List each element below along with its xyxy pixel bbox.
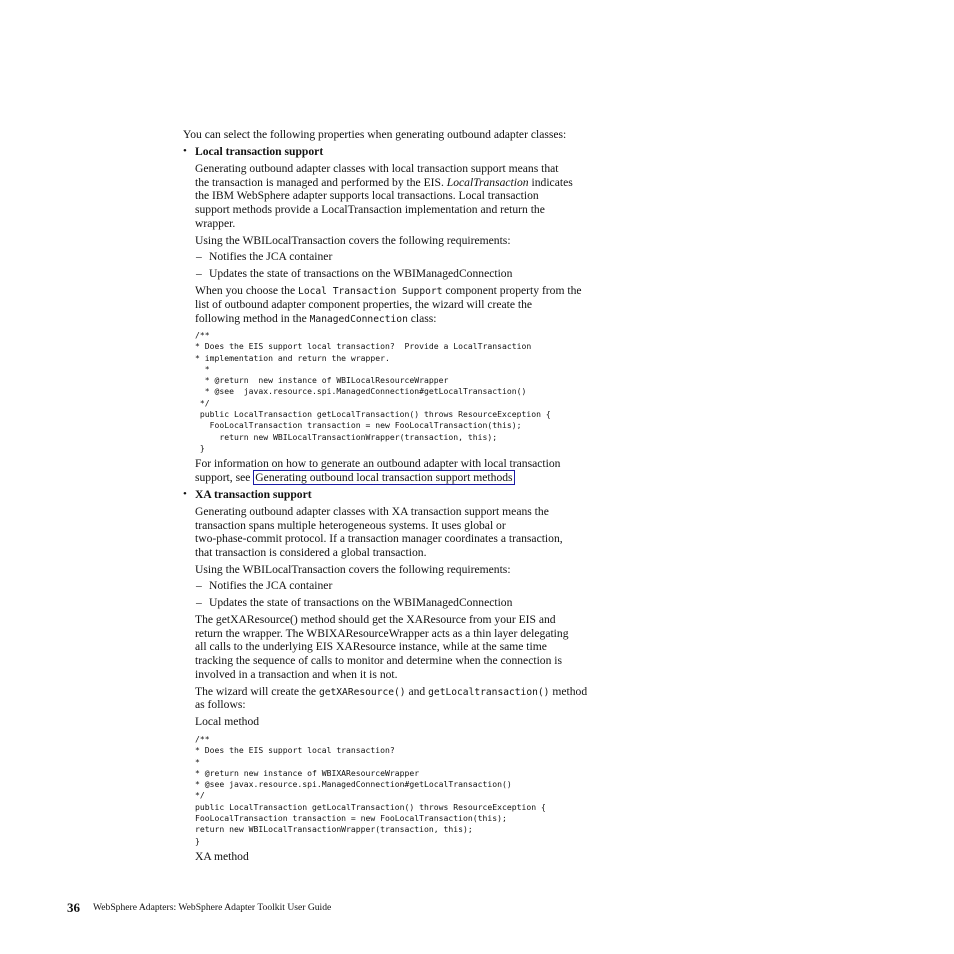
dash-marker: – (196, 267, 202, 280)
xa-method-label: XA method (195, 850, 249, 863)
xa-heading: XA transaction support (195, 488, 312, 501)
xa-para-line: transaction spans multiple heterogeneous systems. It uses global or (195, 519, 506, 532)
info-text: support, see (195, 471, 251, 484)
local-heading: Local transaction support (195, 145, 324, 158)
xa-para-line: Generating outbound adapter classes with XA transaction support means the (195, 505, 549, 518)
choose-text: component property from the (445, 284, 582, 297)
local-method-label: Local method (195, 715, 260, 728)
info-line-1: For information on how to generate an outbound adapter with local transaction (195, 457, 561, 470)
xa-para2-line: involved in a transaction and when it is not. (195, 668, 398, 681)
class-name-code: ManagedConnection (309, 314, 408, 325)
intro-text: You can select the following properties when generating outbound adapter classes: (183, 128, 567, 141)
local-code-block: /** * Does the EIS support local transaction? Provide a LocalTransaction * implementation and return the wrapper. * * @return new instance of WBILocalResourceWrapper * @see javax.resource.spi.ManagedConnection#getLocalTransaction() */ public LocalTransaction getLocalTransaction() throws ResourceException { FooLocalTransaction transaction = new FooLocalTransaction(this); return new WBILocalTransactionWrapper(transaction, this); } (195, 330, 551, 453)
choose-line-2: list of outbound adapter component properties, the wizard will create the (195, 298, 533, 311)
wizard-text: and (408, 685, 426, 698)
footer-title: WebSphere Adapters: WebSphere Adapter Toolkit User Guide (93, 902, 332, 913)
property-name-code: Local Transaction Support (298, 286, 443, 297)
xa-para2-line: all calls to the underlying EIS XAResource instance, while at the same time (195, 640, 547, 653)
method-name-code: getXAResource() (318, 687, 406, 698)
local-transaction-term: LocalTransaction (446, 176, 529, 189)
wizard-line-2: as follows: (195, 698, 246, 711)
dash-marker: – (196, 250, 202, 263)
xa-para-line: that transaction is considered a global transaction. (195, 546, 427, 559)
choose-text: following method in the (195, 312, 307, 325)
xa-using-text: Using the WBILocalTransaction covers the following requirements: (195, 563, 511, 576)
xa-para-line: two-phase-commit protocol. If a transaction manager coordinates a transaction, (195, 532, 563, 545)
xa-requirement-2: Updates the state of transactions on the WBIManagedConnection (209, 596, 513, 609)
info-line-2 (195, 471, 515, 485)
wizard-text: method (552, 685, 588, 698)
xa-para2-line: tracking the sequence of calls to monitor and determine when the connection is (195, 654, 563, 667)
page-number: 36 (67, 900, 80, 915)
bullet-xa: • (183, 488, 187, 500)
bullet-local: • (183, 145, 187, 157)
local-using-text: Using the WBILocalTransaction covers the following requirements: (195, 234, 511, 247)
xa-para2-line: The getXAResource() method should get the XAResource from your EIS and (195, 613, 556, 626)
xa-requirement-1: Notifies the JCA container (209, 579, 333, 592)
local-para-line: wrapper. (195, 217, 236, 230)
xa-para2-line: return the wrapper. The WBIXAResourceWrapper acts as a thin layer delegating (195, 627, 569, 640)
generating-outbound-local-transaction-link[interactable]: Generating outbound local transaction support methods (255, 471, 513, 484)
local-para-line: Generating outbound adapter classes with local transaction support means that (195, 162, 559, 175)
choose-line-1 (195, 284, 582, 299)
wizard-line-1 (195, 685, 587, 700)
local-para-line: the IBM WebSphere adapter supports local transactions. Local transaction (195, 189, 539, 202)
local-requirement-1: Notifies the JCA container (209, 250, 333, 263)
local-para-line (195, 176, 573, 190)
local-para-text: indicates (531, 176, 573, 189)
local-para-text: the transaction is managed and performed by the EIS. (195, 176, 444, 189)
local-para-line: support methods provide a LocalTransaction implementation and return the (195, 203, 545, 216)
choose-line-3 (195, 312, 437, 327)
dash-marker: – (196, 596, 202, 609)
choose-text: When you choose the (195, 284, 296, 297)
method-name-code: getLocaltransaction() (428, 687, 550, 698)
dash-marker: – (196, 579, 202, 592)
xa-code-block: /** * Does the EIS support local transaction? * * @return new instance of WBIXAResourceWrapper * @see javax.resource.spi.ManagedConnection#getLocalTransaction() */ public LocalTransaction getLocalTransaction() throws ResourceException { FooLocalTransaction transaction = new FooLocalTransaction(this); return new WBILocalTransactionWrapper(transaction, this); } (195, 734, 546, 846)
wizard-text: The wizard will create the (195, 685, 317, 698)
choose-text: class: (410, 312, 437, 325)
local-requirement-2: Updates the state of transactions on the WBIManagedConnection (209, 267, 513, 280)
